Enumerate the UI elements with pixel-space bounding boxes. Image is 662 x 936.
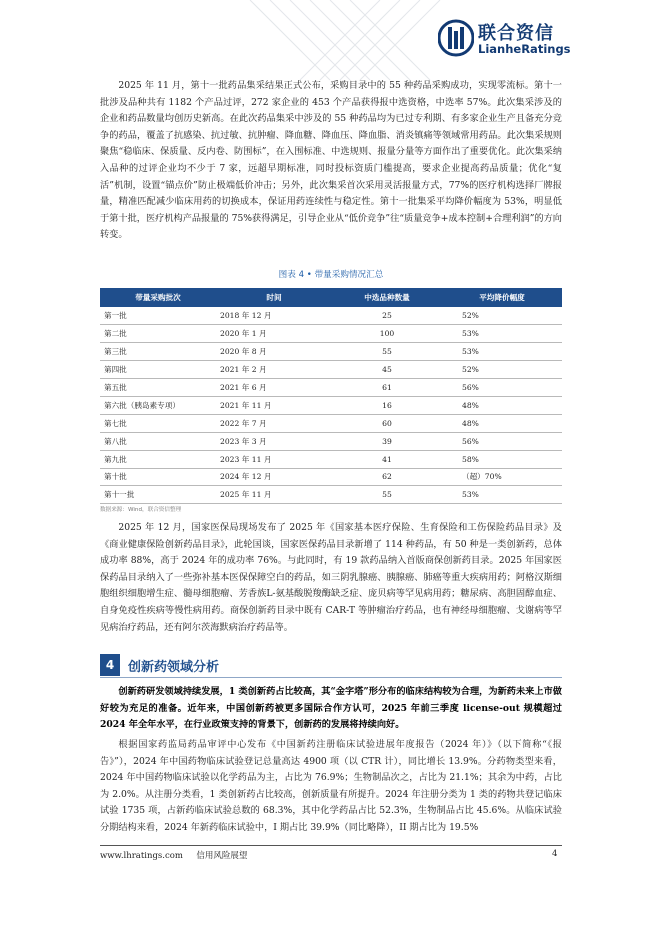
footer-left [100, 849, 247, 861]
table-row [100, 450, 562, 468]
cell-date: 2021 年 11 月 [216, 396, 332, 414]
cell-date: 2023 年 3 月 [216, 432, 332, 450]
cell-date: 2022 年 7 月 [216, 414, 332, 432]
section-heading [100, 654, 562, 676]
cell-batch: 第九批 [100, 450, 216, 468]
cell-price-cut: 53% [442, 325, 562, 343]
cell-date: 2020 年 1 月 [216, 325, 332, 343]
cell-price-cut: 53% [442, 343, 562, 361]
footer-report-name: 信用风险展望 [196, 851, 248, 861]
cell-price-cut: 56% [442, 432, 562, 450]
cell-batch: 第三批 [100, 343, 216, 361]
table-row [100, 361, 562, 379]
section-underline [100, 677, 562, 678]
cell-count: 55 [332, 486, 442, 504]
header-price-cut: 平均降价幅度 [442, 288, 562, 307]
cell-price-cut: （超）70% [442, 468, 562, 486]
table-row [100, 414, 562, 432]
cell-date: 2021 年 6 月 [216, 379, 332, 397]
cell-batch: 第一批 [100, 307, 216, 325]
cell-date: 2018 年 12 月 [216, 307, 332, 325]
cell-count: 61 [332, 379, 442, 397]
table-row [100, 343, 562, 361]
cell-batch: 第八批 [100, 432, 216, 450]
cell-count: 45 [332, 361, 442, 379]
section-number: 4 [100, 654, 120, 676]
table-row [100, 486, 562, 504]
cell-count: 16 [332, 396, 442, 414]
cell-count: 25 [332, 307, 442, 325]
table-row [100, 432, 562, 450]
cell-price-cut: 58% [442, 450, 562, 468]
section-title: 创新药领域分析 [128, 660, 220, 675]
paragraph-medical-insurance-catalog: 2025 年 12 月，国家医保局现场发布了 2025 年《国家基本医疗保险、生育保险和工伤保险药品目录》及《商业健康保险创新药品目录》，此轮国谈，国家医保药品目录新增了 114 种药品，有 50 种是一类创新药，总体成功率 88%，高于 2024 年的成功率 76%。与此同时，有 19 款药品纳入首版商保创新药目录。2025 年国家医保药品目录纳入了一些弥补基本医保保障空白的药品，如三阴乳腺癌、胰腺癌、肺癌等重大疾病用药；阿格汉斯细胞组织细胞增生症、髓母细胞瘤、芳香族L-氨基酸脱羧酶缺乏症、庞贝病等罕见病用药；糖尿病、高胆固醇血症、自身免疫性疾病等慢性病用药。商保创新药目录中既有 CAR-T 等肿瘤治疗药品，也有神经母细胞瘤、戈谢病等罕见病治疗药品，还有阿尔茨海默病治疗药品等。 [100, 522, 562, 633]
procurement-table [100, 288, 562, 504]
cell-price-cut: 48% [442, 414, 562, 432]
cell-batch: 第七批 [100, 414, 216, 432]
cell-date: 2020 年 8 月 [216, 343, 332, 361]
cell-batch: 第四批 [100, 361, 216, 379]
paragraph-summary-bold: 创新药研发领域持续发展，1 类创新药占比较高，其“金字塔”形分布的临床结构较为合理，为新药未来上市做好较为充足的准备。近年来，中国创新药被更多国际合作方认可，2025 年前三季度 license-out 规模超过 2024 年全年水平，在行业政策支持的背景下，创新药的发展将持续向好。 [100, 686, 562, 731]
table-source-note: 数据来源：Wind，联合资信整理 [100, 507, 182, 513]
cell-count: 60 [332, 414, 442, 432]
cell-date: 2024 年 12 月 [216, 468, 332, 486]
footer-url[interactable]: www.lhratings.com [100, 851, 183, 861]
cell-batch: 第二批 [100, 325, 216, 343]
cell-price-cut: 52% [442, 361, 562, 379]
cell-count: 41 [332, 450, 442, 468]
cell-batch: 第六批（胰岛素专项） [100, 396, 216, 414]
cell-batch: 第十一批 [100, 486, 216, 504]
company-logo [438, 18, 598, 60]
table-row [100, 396, 562, 414]
logo-chinese-name: 联合资信 [478, 23, 554, 44]
cell-price-cut: 53% [442, 486, 562, 504]
table-row [100, 307, 562, 325]
paragraph-clinical-trials: 根据国家药监局药品审评中心发布《中国新药注册临床试验进展年度报告（2024 年）》（以下简称“《报告》”），2024 年中国药物临床试验登记总量高达 4900 项（以 CTR 计），同比增长 13.9%。分药物类型来看，2024 年中国药物临床试验以化学药品为主，占比为 76.9%；生物制品次之，占比为 21.1%；其余为中药，占比为 2.0%。从注册分类看，1 类创新药占比较高，创新质量有所提升。2024 年注册分类为 1 类的药物共登记临床试验 1735 项，占新药临床试验总数的 68.3%，其中化学药品占比 52.3%，生物制品占比 45.6%。从临床试验分期结构来看，2024 年新药临床试验中，I 期占比 39.9%（同比略降），II 期占比为 19.5% [100, 739, 562, 833]
cell-date: 2025 年 11 月 [216, 486, 332, 504]
cell-date: 2021 年 2 月 [216, 361, 332, 379]
table-header-row [100, 288, 562, 307]
page-number: 4 [552, 849, 558, 859]
header-date: 时间 [216, 288, 332, 307]
cell-price-cut: 52% [442, 307, 562, 325]
table-row [100, 468, 562, 486]
table-row [100, 325, 562, 343]
cell-price-cut: 48% [442, 396, 562, 414]
header-batch: 带量采购批次 [100, 288, 216, 307]
lianhe-logo-icon [438, 18, 474, 58]
cell-price-cut: 56% [442, 379, 562, 397]
header-count: 中选品种数量 [332, 288, 442, 307]
cell-batch: 第十批 [100, 468, 216, 486]
cell-count: 55 [332, 343, 442, 361]
footer-divider [100, 845, 562, 846]
paragraph-procurement-batch-11: 2025 年 11 月，第十一批药品集采结果正式公布，采购目录中的 55 种药品采购成功，实现零流标。第十一批涉及品种共有 1182 个产品过评，272 家企业的 453 个产品获得报中选资格，中选率 57%。此次集采涉及的企业和药品数量均创历史新高。在此次药品集采中涉及的 55 种药品均为已过专利期、有多家企业生产且备充分竞争的药品，覆盖了抗感染、抗过敏、抗肿瘤、降血糖、降血压、降血脂、消炎镇痛等领域常用药品。此次集采规则聚焦“稳临床、保质量、反内卷、防围标”，在入围标准、中选规则、报量分量等方面作出了重要优化。此次集采纳入品种的过评企业均不少于 7 家，远超早期标准，同时投标资质门槛提高，要求企业提高药品质量；优化“复活”机制，设置“锚点价”防止极端低价冲击；另外，此次集采首次采用灵活报量方式，77%的医疗机构选择厂牌报量，精准匹配减少临床用药的切换成本，保证用药连续性与稳定性。第十一批集采平均降价幅度为 53%，明显低于第十批，医疗机构产品报量的 75%获得满足，引导企业从“低价竞争”往“质量竞争+成本控制+合理利润”的方向转变。 [100, 80, 562, 241]
cell-count: 62 [332, 468, 442, 486]
logo-english-name: LianheRatings [478, 42, 571, 56]
cell-count: 100 [332, 325, 442, 343]
table-title: 图表 4 • 带量采购情况汇总 [278, 270, 384, 280]
cell-count: 39 [332, 432, 442, 450]
cell-date: 2023 年 11 月 [216, 450, 332, 468]
cell-batch: 第五批 [100, 379, 216, 397]
table-row [100, 379, 562, 397]
